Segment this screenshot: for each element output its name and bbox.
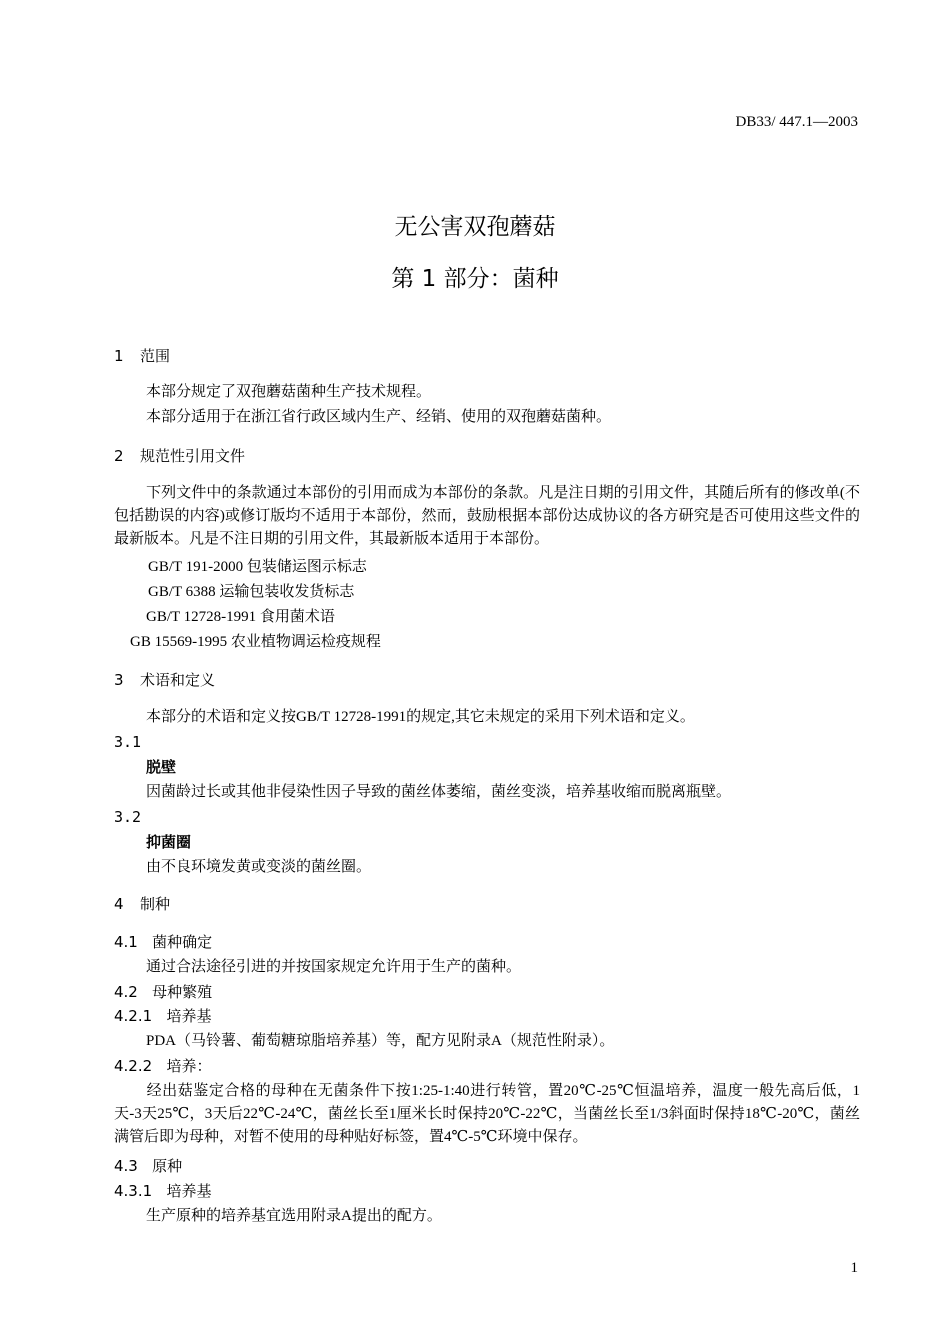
reference-item: GB/T 6388 运输包装收发货标志 <box>148 584 355 600</box>
subsection-heading: 4.2.1 培养基 <box>114 1007 212 1025</box>
document-title: 无公害双孢蘑菇 <box>394 214 556 240</box>
subsection-heading: 4.3 原种 <box>114 1157 183 1175</box>
term-definition: 因菌龄过长或其他非侵染性因子导致的菌丝体萎缩，菌丝变淡，培养基收缩而脱离瓶壁。 <box>146 784 732 800</box>
term-definition: 由不良环境发黄或变淡的菌丝圈。 <box>146 859 372 875</box>
document-code: DB33/ 447.1—2003 <box>735 114 858 130</box>
reference-item: GB 15569-1995 农业植物调运检疫规程 <box>130 634 381 650</box>
paragraph: 本部分规定了双孢蘑菇菌种生产技术规程。 <box>146 384 432 400</box>
section-number: 3 <box>114 671 124 689</box>
reference-item: GB/T 191-2000 包装储运图示标志 <box>148 559 367 575</box>
paragraph-text: 经出菇鉴定合格的母种在无菌条件下按1:25-1:40进行转管，置20℃-25℃恒温培养，温度一般先高后低，1天-3天25℃，3天后22℃-24℃，菌丝长至1厘米长时保持20℃-22℃，当菌丝长至1/3斜面时保持18℃-20℃，菌丝满管后即为母种，对暂不使用的母种贴好标签，置4℃-5℃环境中保存。 <box>114 1083 860 1145</box>
section-number: 4 <box>114 895 124 913</box>
subsection-heading: 4.2 母种繁殖 <box>114 983 213 1001</box>
term: 脱壁 <box>146 758 177 776</box>
paragraph: 本部分的术语和定义按GB/T 12728-1991的规定,其它未规定的采用下列术语和定义。 <box>146 709 695 725</box>
subsection-heading: 4.2.2 培养： <box>114 1057 212 1075</box>
clause-number: 3.1 <box>114 733 142 751</box>
section-title: 范围 <box>140 347 171 365</box>
paragraph: 通过合法途径引进的并按国家规定允许用于生产的菌种。 <box>146 959 522 975</box>
section-number: 2 <box>114 447 124 465</box>
section-number: 1 <box>114 347 124 365</box>
clause-number: 3.2 <box>114 808 142 826</box>
paragraph: PDA（马铃薯、葡萄糖琼脂培养基）等，配方见附录A（规范性附录）。 <box>146 1033 615 1049</box>
term: 抑菌圈 <box>146 833 192 851</box>
reference-item: GB/T 12728-1991 食用菌术语 <box>146 609 335 625</box>
section-title: 规范性引用文件 <box>140 447 246 465</box>
section-1-heading <box>114 346 170 366</box>
section-title: 制种 <box>140 895 171 913</box>
paragraph: 生产原种的培养基宜选用附录A提出的配方。 <box>146 1208 442 1224</box>
paragraph-text: 下列文件中的条款通过本部份的引用而成为本部份的条款。凡是注日期的引用文件，其随后所有的修改单(不包括勘误的内容)或修订版均不适用于本部份，然而，鼓励根据本部份达成协议的各方研究是否可使用这些文件的最新版本。凡是不注日期的引用文件，其最新版本适用于本部份。 <box>114 485 860 547</box>
section-3-heading <box>114 670 215 690</box>
subsection-heading: 4.1 菌种确定 <box>114 933 213 951</box>
page-number: 1 <box>850 1260 858 1276</box>
section-4-heading <box>114 894 170 914</box>
document-subtitle: 第 1 部分：菌种 <box>391 266 559 292</box>
paragraph <box>114 482 860 551</box>
paragraph <box>114 1080 860 1149</box>
paragraph: 本部分适用于在浙江省行政区域内生产、经销、使用的双孢蘑菇菌种。 <box>146 409 612 425</box>
section-title: 术语和定义 <box>140 671 216 689</box>
section-2-heading <box>114 446 245 466</box>
subsection-heading: 4.3.1 培养基 <box>114 1182 212 1200</box>
